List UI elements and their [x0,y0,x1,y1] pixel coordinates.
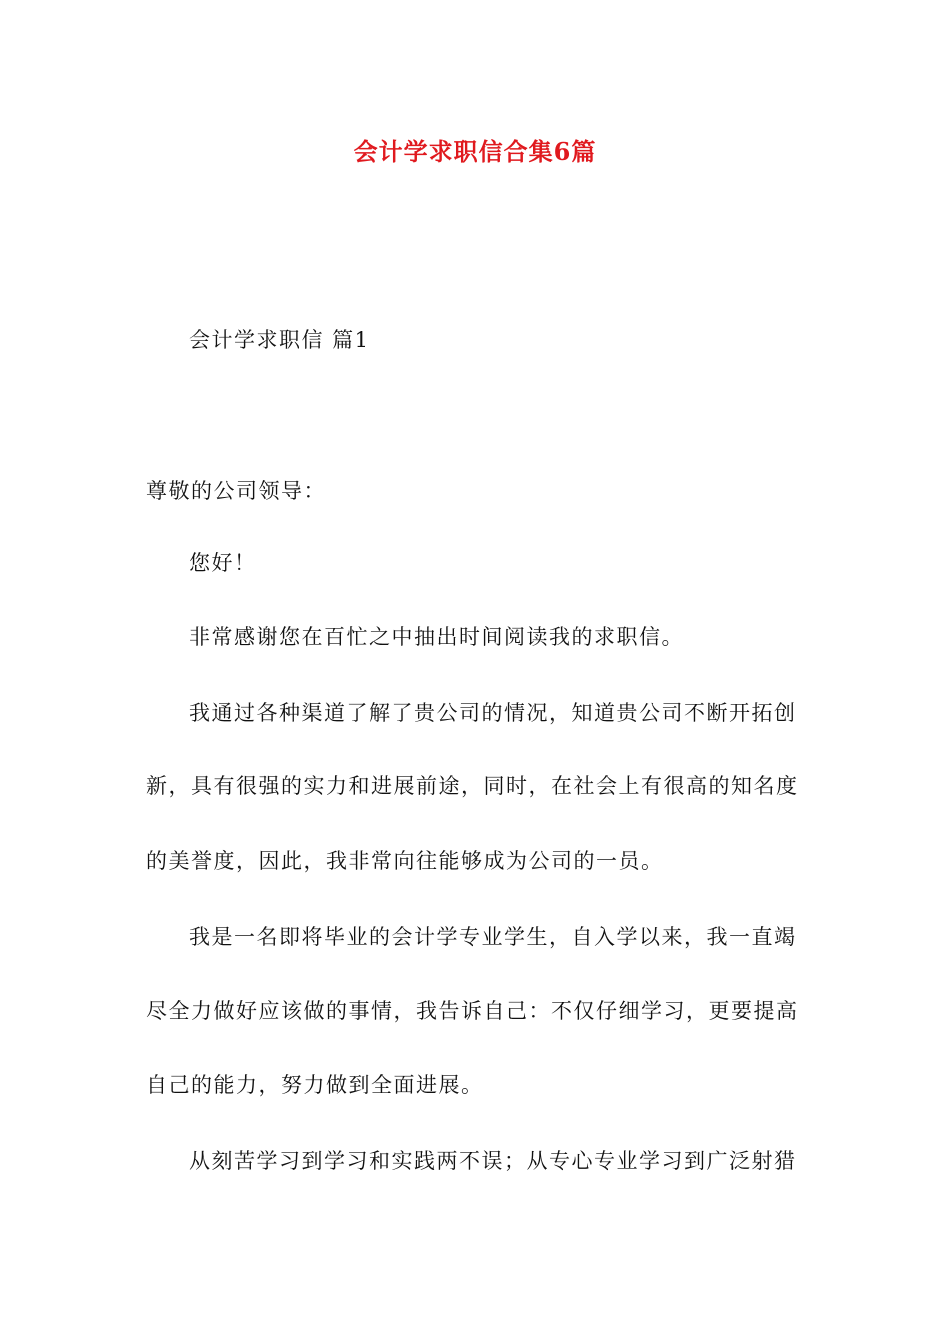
paragraph-line: 我是一名即将毕业的会计学专业学生，自入学以来，我一直竭 [189,925,797,949]
paragraph-line: 非常感谢您在百忙之中抽出时间阅读我的求职信。 [189,625,684,649]
document-title: 会计学求职信合集6篇 [353,137,597,166]
paragraph-line: 自己的能力，努力做到全面进展。 [146,1073,484,1097]
paragraph-line: 尽全力做好应该做的事情，我告诉自己：不仅仔细学习，更要提高 [146,999,799,1023]
salutation: 尊敬的公司领导： [146,479,326,503]
paragraph-line: 新，具有很强的实力和进展前途，同时，在社会上有很高的知名度 [146,774,799,798]
greeting: 您好！ [189,551,257,575]
paragraph-line: 从刻苦学习到学习和实践两不误；从专心专业学习到广泛射猎 [189,1149,797,1173]
paragraph-line: 我通过各种渠道了解了贵公司的情况，知道贵公司不断开拓创 [189,701,797,725]
paragraph-line: 的美誉度，因此，我非常向往能够成为公司的一员。 [146,849,664,873]
section-heading: 会计学求职信 篇1 [189,328,370,352]
